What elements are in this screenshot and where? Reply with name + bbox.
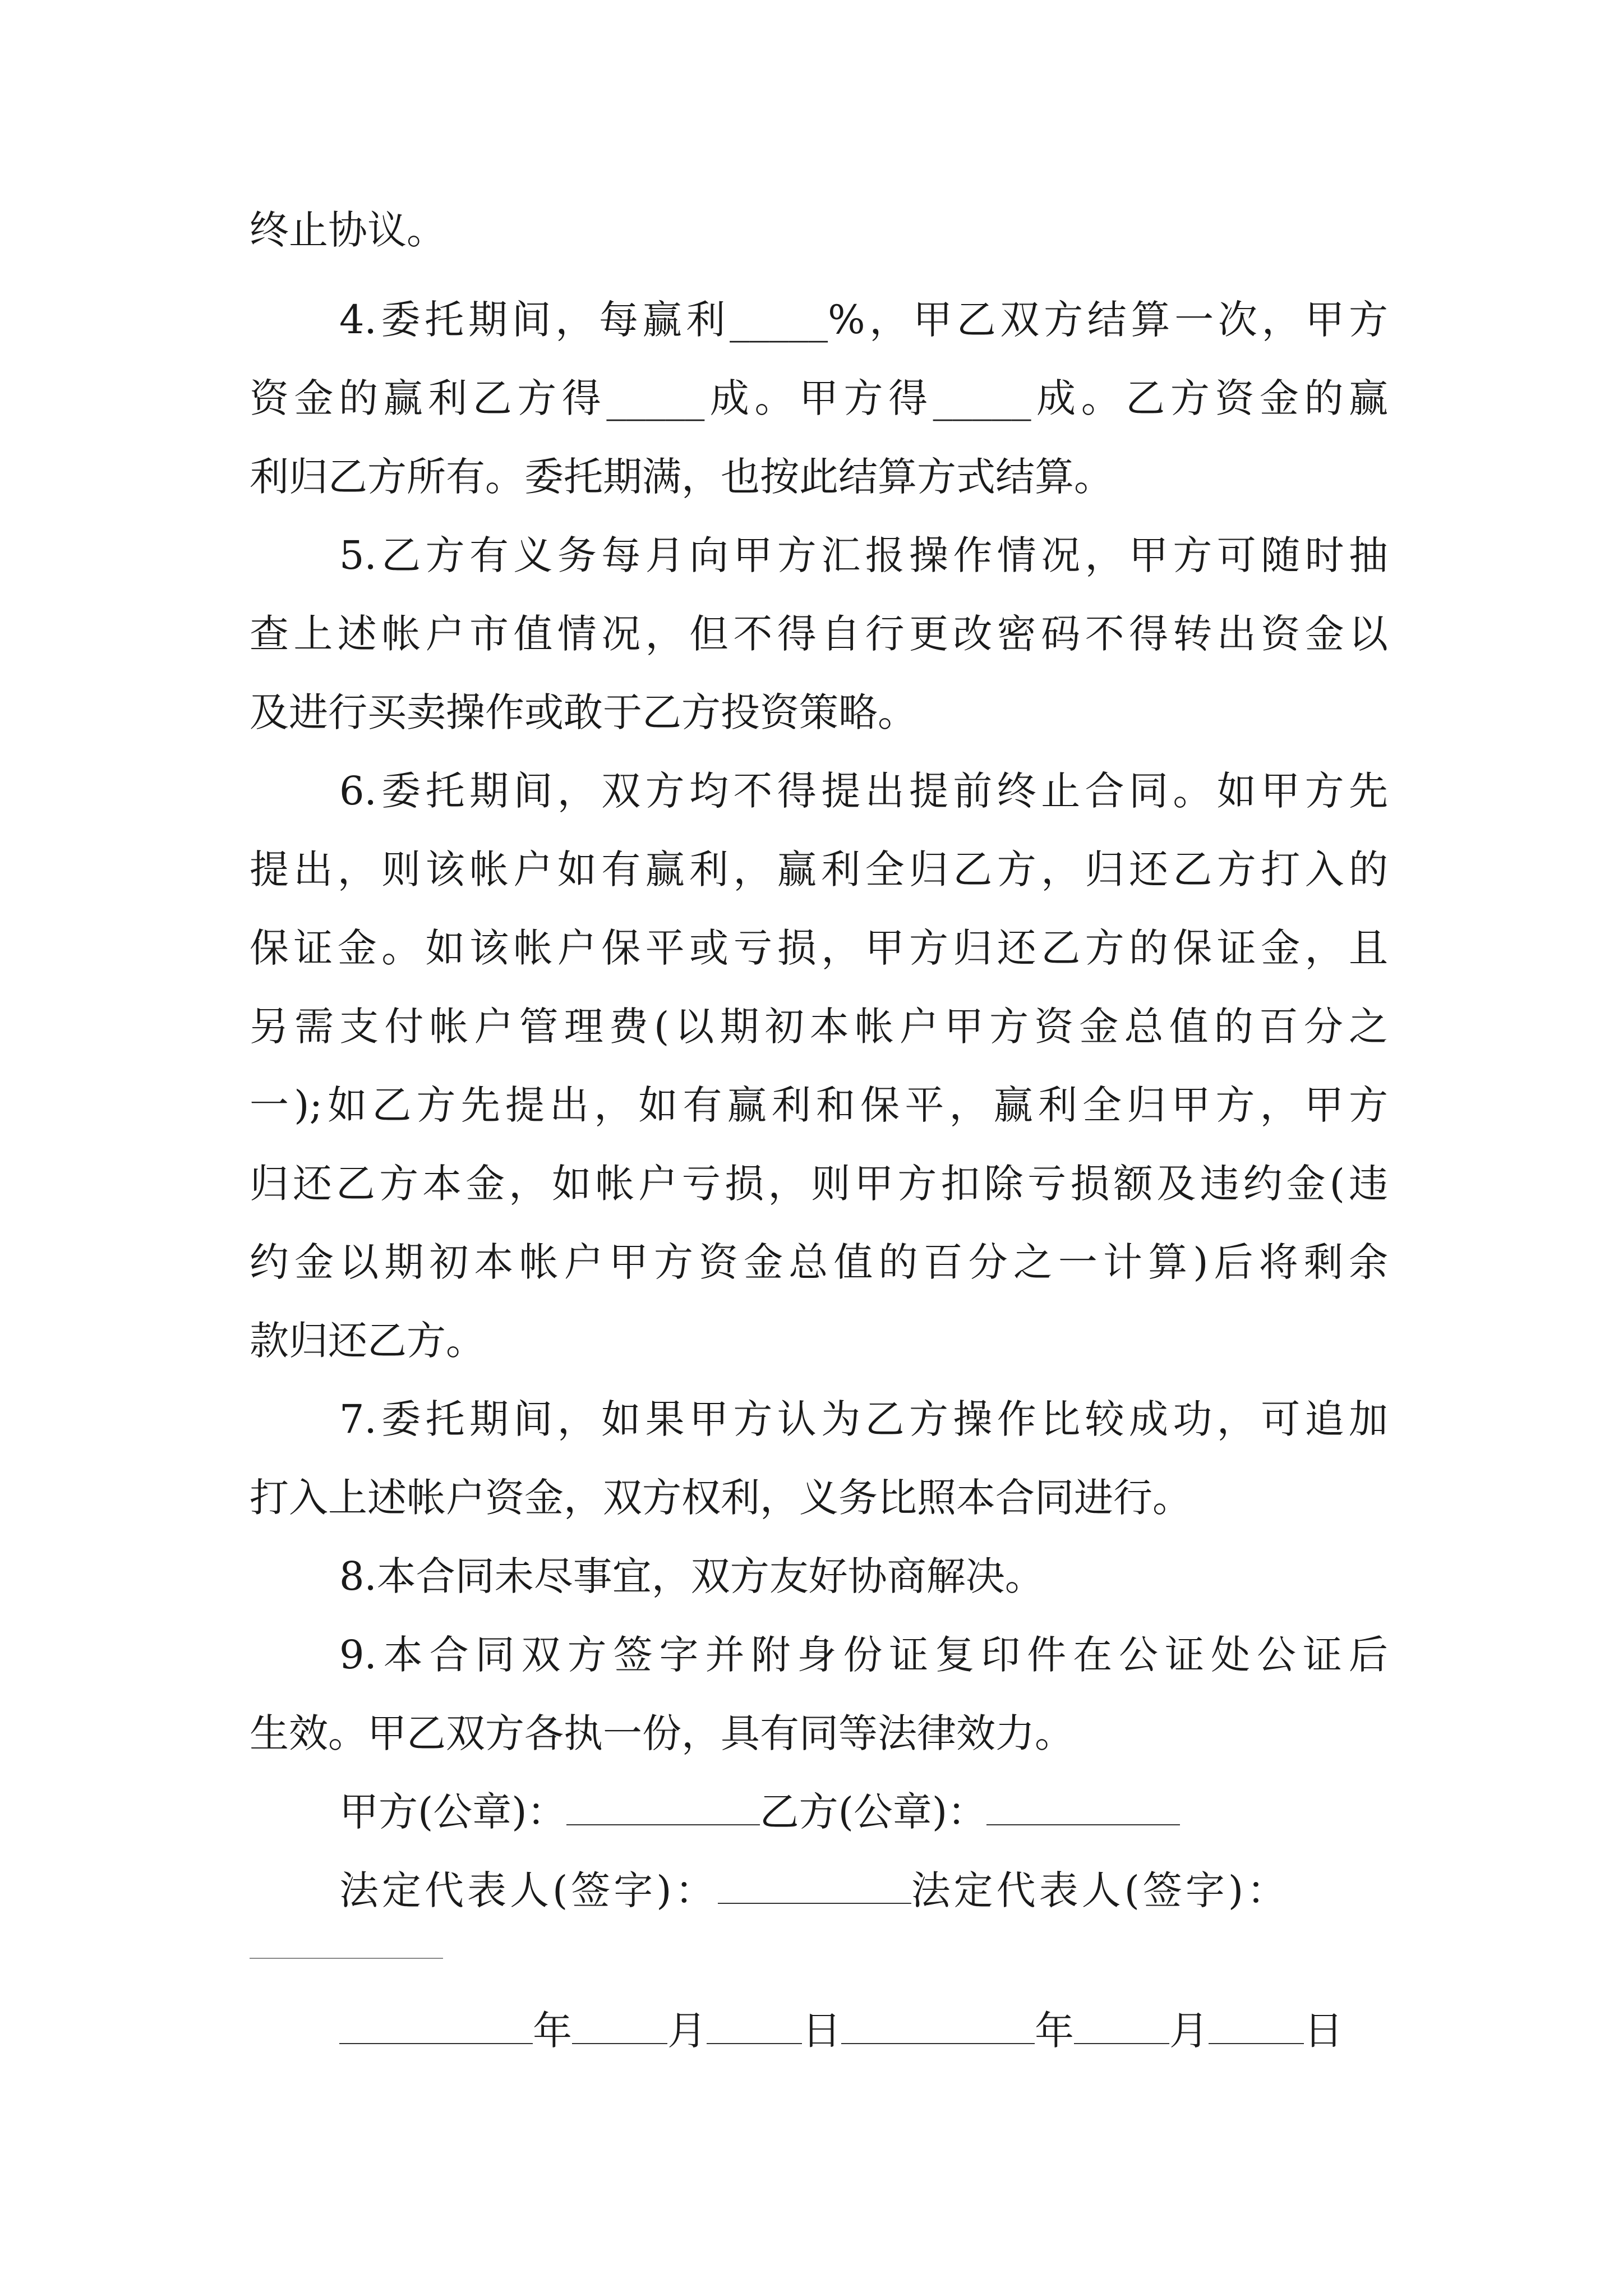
paragraph-line: 保证金。如该帐户保平或亏损，甲方归还乙方的保证金，且 bbox=[250, 925, 1388, 971]
paragraph-line: 6.委托期间，双方均不得提出提前终止合同。如甲方先 bbox=[339, 768, 1388, 814]
paragraph-line: 归还乙方本金，如帐户亏损，则甲方扣除亏损额及违约金(违 bbox=[250, 1161, 1388, 1207]
paragraph-line: 5.乙方有义务每月向甲方汇报操作情况，甲方可随时抽 bbox=[339, 532, 1388, 578]
party-b-seal-label: 乙方(公章)： bbox=[759, 1789, 987, 1835]
date-b-year-label: 年 bbox=[1035, 2008, 1074, 2054]
paragraph-line: 9.本合同双方签字并附身份证复印件在公证处公证后 bbox=[339, 1632, 1388, 1678]
paragraph-line: 终止协议。 bbox=[250, 207, 446, 253]
date-a-day-blank[interactable] bbox=[707, 2009, 802, 2044]
paragraph-line: 生效。甲乙双方各执一份，具有同等法律效力。 bbox=[250, 1710, 1074, 1756]
party-b-rep-blank[interactable] bbox=[250, 1958, 443, 1959]
signature-row-representative bbox=[339, 1862, 1289, 1918]
paragraph-line: 利归乙方所有。委托期满，也按此结算方式结算。 bbox=[250, 454, 1113, 500]
date-b-month-label: 月 bbox=[1169, 2008, 1209, 2054]
paragraph-line: 款归还乙方。 bbox=[250, 1318, 485, 1364]
paragraph-line: 4.委托期间，每赢利_____%，甲乙双方结算一次，甲方 bbox=[339, 297, 1388, 343]
paragraph-line: 另需支付帐户管理费(以期初本帐户甲方资金总值的百分之 bbox=[250, 1004, 1388, 1050]
party-a-seal-blank[interactable] bbox=[566, 1791, 760, 1825]
date-row bbox=[339, 2003, 1343, 2059]
date-a-year-blank[interactable] bbox=[339, 2009, 533, 2044]
paragraph-line: 查上述帐户市值情况，但不得自行更改密码不得转出资金以 bbox=[250, 611, 1388, 657]
date-a-month-blank[interactable] bbox=[572, 2009, 667, 2044]
date-a-month-label: 月 bbox=[667, 2008, 707, 2054]
paragraph-line: 约金以期初本帐户甲方资金总值的百分之一计算)后将剩余 bbox=[250, 1239, 1388, 1285]
date-b-year-blank[interactable] bbox=[841, 2009, 1035, 2044]
party-b-rep-label: 法定代表人(签字)： bbox=[911, 1867, 1290, 1913]
paragraph-line: 一);如乙方先提出，如有赢利和保平，赢利全归甲方，甲方 bbox=[250, 1082, 1388, 1128]
signature-row-seal bbox=[339, 1784, 1180, 1840]
party-a-rep-label: 法定代表人(签字)： bbox=[339, 1867, 718, 1913]
date-b-day-blank[interactable] bbox=[1209, 2009, 1304, 2044]
paragraph-line: 打入上述帐户资金，双方权利，义务比照本合同进行。 bbox=[250, 1475, 1192, 1521]
paragraph-line: 资金的赢利乙方得_____成。甲方得_____成。乙方资金的赢 bbox=[250, 375, 1388, 421]
paragraph-line: 提出，则该帐户如有赢利，赢利全归乙方，归还乙方打入的 bbox=[250, 846, 1388, 892]
party-a-rep-blank[interactable] bbox=[718, 1869, 911, 1904]
date-b-day-label: 日 bbox=[1304, 2008, 1343, 2054]
date-a-day-label: 日 bbox=[802, 2008, 841, 2054]
date-a-year-label: 年 bbox=[533, 2008, 572, 2054]
paragraph-line: 及进行买卖操作或敢于乙方投资策略。 bbox=[250, 689, 917, 735]
paragraph-line: 8.本合同未尽事宜，双方友好协商解决。 bbox=[339, 1553, 1044, 1599]
paragraph-line: 7.委托期间，如果甲方认为乙方操作比较成功，可追加 bbox=[339, 1396, 1388, 1442]
party-a-seal-label: 甲方(公章)： bbox=[339, 1789, 566, 1835]
date-b-month-blank[interactable] bbox=[1074, 2009, 1169, 2044]
party-b-seal-blank[interactable] bbox=[986, 1791, 1180, 1825]
